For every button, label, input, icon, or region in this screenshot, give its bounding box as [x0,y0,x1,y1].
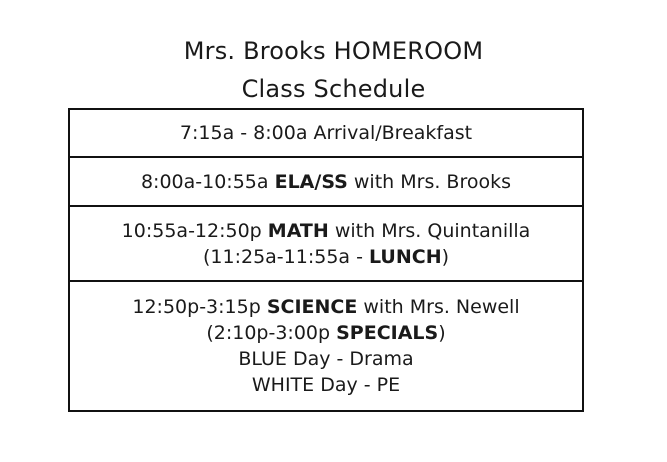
subject-label: SCIENCE [266,296,358,318]
time-range: 12:50p-3:15p [132,296,261,318]
teacher-label: with Mrs. Quintanilla [334,219,531,242]
specials-white-day: WHITE Day - PE [251,374,401,396]
time-range: 10:55a-12:50p [121,219,262,242]
time-range: 8:00a-10:55a [140,170,269,193]
paren-open: (2:10p-3:00p [206,322,331,344]
subject-label: ELA/SS [274,170,348,193]
subject-label: SPECIALS [336,322,439,344]
page-subtitle: Class Schedule [241,75,426,103]
activity-label: Arrival/Breakfast [313,122,473,144]
schedule-line [70,218,582,244]
schedule-row-math [70,207,582,282]
teacher-label: with Mrs. Newell [363,296,520,318]
time-range: 7:15a - 8:00a [179,122,308,144]
subject-label: MATH [267,219,329,242]
schedule-subline [70,244,582,270]
paren-close: ) [441,245,450,268]
schedule-row-science [70,282,582,410]
teacher-label: with Mrs. Brooks [353,170,512,193]
page-title: Mrs. Brooks HOMEROOM [183,37,484,65]
schedule-line [70,169,582,195]
schedule-line [70,294,582,320]
schedule-row-arrival [70,110,582,158]
page-header [0,32,667,108]
specials-blue-day: BLUE Day - Drama [238,348,414,370]
schedule-row-ela [70,158,582,207]
subject-label: LUNCH [368,245,442,268]
schedule-subline [70,320,582,346]
paren-open: (11:25a-11:55a - [202,245,369,268]
schedule-line [70,120,582,146]
paren-close: ) [438,322,446,344]
schedule-table [68,108,584,412]
